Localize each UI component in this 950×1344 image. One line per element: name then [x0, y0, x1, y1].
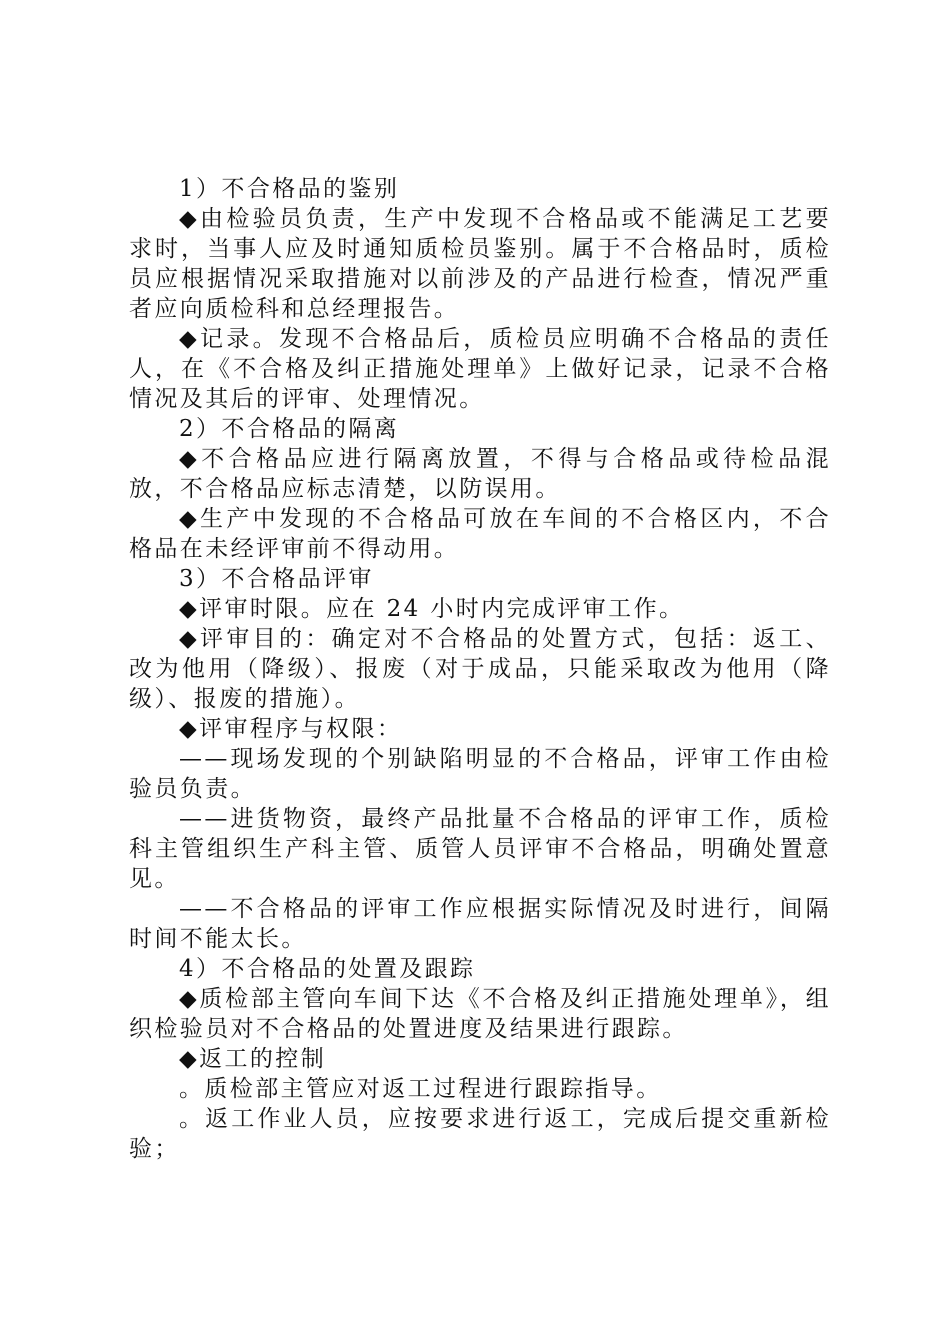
paragraph-review-timely: ——不合格品的评审工作应根据实际情况及时进行，间隔时间不能太长。 [129, 896, 831, 952]
paragraph-rework-personnel: 。返工作业人员，应按要求进行返工，完成后提交重新检验； [129, 1106, 831, 1162]
section-heading-identification: 1）不合格品的鉴别 [179, 176, 400, 202]
section-heading-isolation: 2）不合格品的隔离 [179, 416, 400, 442]
paragraph-rework-control: ◆返工的控制 [179, 1046, 327, 1072]
paragraph-review-time-limit: ◆评审时限。应在 24 小时内完成评审工作。 [179, 596, 685, 622]
paragraph-record: ◆记录。发现不合格品后，质检员应明确不合格品的责任人，在《不合格及纠正措施处理单》上做好记录，记录不合格情况及其后的评审、处理情况。 [129, 326, 831, 412]
paragraph-isolation-workshop: ◆生产中发现的不合格品可放在车间的不合格区内，不合格品在未经评审前不得动用。 [129, 506, 831, 562]
paragraph-identification-responsibility: ◆由检验员负责，生产中发现不合格品或不能满足工艺要求时，当事人应及时通知质检员鉴别。属于不合格品时，质检员应根据情况采取措施对以前涉及的产品进行检查，情况严重者应向质检科和总经理报告。 [129, 206, 831, 322]
paragraph-review-incoming: ——进货物资，最终产品批量不合格品的评审工作，质检科主管组织生产科主管、质管人员评审不合格品，明确处置意见。 [129, 806, 831, 892]
paragraph-review-purpose: ◆评审目的：确定对不合格品的处置方式，包括：返工、改为他用（降级）、报废（对于成品，只能采取改为他用（降级）、报废的措施）。 [129, 626, 831, 712]
paragraph-rework-guidance: 。质检部主管应对返工过程进行跟踪指导。 [179, 1076, 662, 1102]
paragraph-disposition-tracking: ◆质检部主管向车间下达《不合格及纠正措施处理单》，组织检验员对不合格品的处置进度及结果进行跟踪。 [129, 986, 831, 1042]
section-heading-review: 3）不合格品评审 [179, 566, 374, 592]
paragraph-isolation-placement: ◆不合格品应进行隔离放置，不得与合格品或待检品混放，不合格品应标志清楚，以防误用。 [129, 446, 831, 502]
document-body [129, 174, 831, 1164]
paragraph-review-procedure: ◆评审程序与权限： [179, 716, 403, 742]
paragraph-review-onsite: ——现场发现的个别缺陷明显的不合格品，评审工作由检验员负责。 [129, 746, 831, 802]
section-heading-disposition: 4）不合格品的处置及跟踪 [179, 956, 476, 982]
